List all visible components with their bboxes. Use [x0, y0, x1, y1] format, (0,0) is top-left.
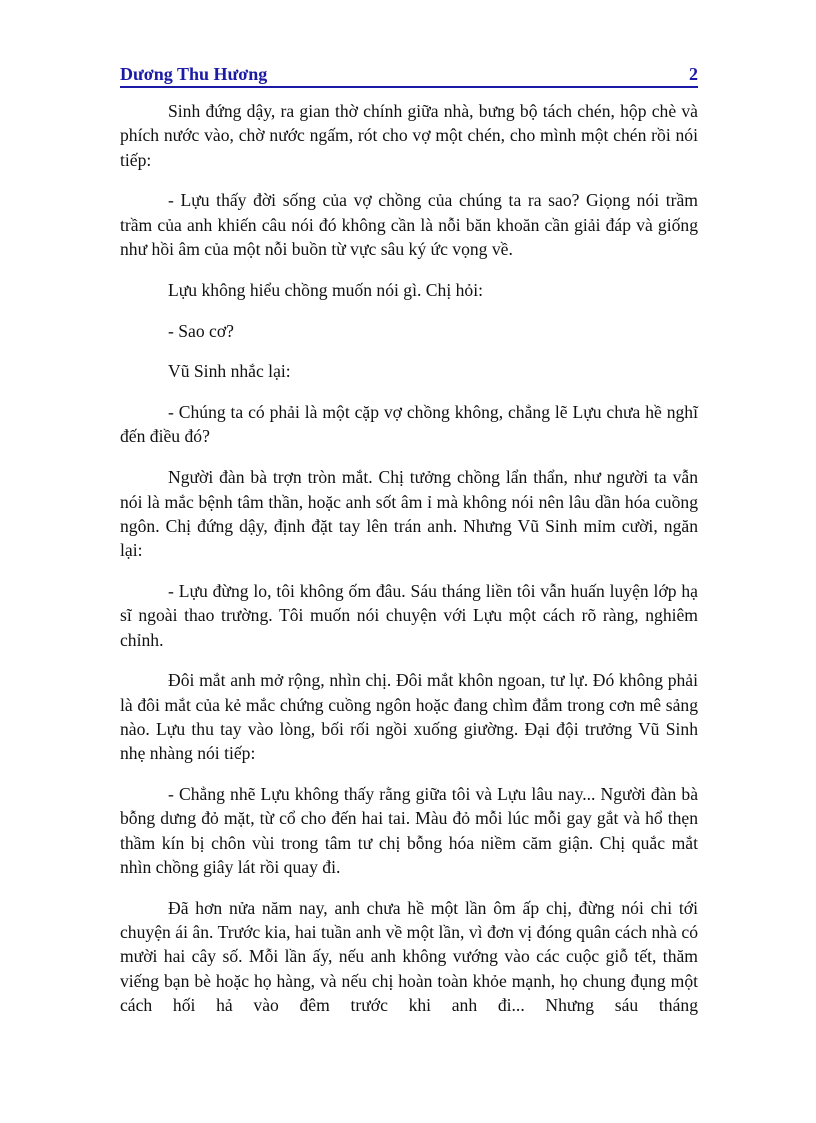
paragraph: - Sao cơ?	[168, 320, 234, 341]
paragraph: Sinh đứng dậy, ra gian thờ chính giữa nhà, bưng bộ tách chén, hộp chè và phích nước vào, chờ nước ngấm, rót cho vợ một chén, cho mình một chén rồi nói tiếp:	[120, 101, 698, 170]
paragraph: - Lựu thấy đời sống của vợ chồng của chúng ta ra sao? Giọng nói trầm trầm của anh khiến câu nói đó không cần là nỗi băn khoăn cần giải đáp và giống như hồi âm của một nỗi buồn từ vực sâu ký ức vọng về.	[120, 190, 698, 259]
paragraph: - Chúng ta có phải là một cặp vợ chồng không, chẳng lẽ Lựu chưa hề nghĩ đến điều đó?	[120, 402, 698, 447]
paragraph: Vũ Sinh nhắc lại:	[168, 361, 291, 382]
page-body	[120, 99, 698, 1017]
page-header	[120, 60, 698, 88]
paragraph: Lựu không hiểu chồng muốn nói gì. Chị hỏi:	[168, 279, 483, 300]
author-name: Dương Thu Hương	[120, 64, 268, 84]
page-number: 2	[689, 64, 698, 84]
paragraph: Đã hơn nửa năm nay, anh chưa hề một lần ôm ấp chị, đừng nói chi tới chuyện ái ân. Trước kia, hai tuần anh về một lần, vì đơn vị đóng quân cách nhà có mười hai cây số. Mỗi lần ấy, nếu anh không vướng vào các cuộc giỗ tết, thăm viếng bạn bè hoặc họ hàng, và nếu chị hoàn toàn khỏe mạnh, họ chung đụng một cách hối hả vào đêm trước khi anh đi... Nhưng sáu tháng	[120, 897, 698, 1015]
paragraph: - Lựu đừng lo, tôi không ốm đâu. Sáu tháng liền tôi vẫn huấn luyện lớp hạ sĩ ngoài thao trường. Tôi muốn nói chuyện với Lựu một cách rõ ràng, nghiêm chỉnh.	[120, 580, 698, 650]
paragraph: - Chẳng nhẽ Lựu không thấy rằng giữa tôi và Lựu lâu nay... Người đàn bà bỗng dưng đỏ mặt, từ cổ cho đến hai tai. Màu đỏ mỗi lúc mỗi gay gắt và hổ thẹn thầm kín bị chôn vùi trong tâm tư chị bỗng hóa niềm căm giận. Chị quắc mắt nhìn chồng giây lát rồi quay đi.	[120, 784, 698, 877]
paragraph: Đôi mắt anh mở rộng, nhìn chị. Đôi mắt khôn ngoan, tư lự. Đó không phải là đôi mắt của kẻ mắc chứng cuồng ngôn hoặc đang chìm đắm trong cơn mê sảng nào. Lựu thu tay vào lòng, bối rối ngồi xuống giường. Đại đội trưởng Vũ Sinh nhẹ nhàng nói tiếp:	[120, 670, 698, 764]
paragraph: Người đàn bà trợn tròn mắt. Chị tưởng chồng lẩn thẩn, như người ta vẫn nói là mắc bệnh tâm thần, hoặc anh sốt âm ỉ mà không nói nên lâu dần hóa cuồng ngôn. Chị đứng dậy, định đặt tay lên trán anh. Nhưng Vũ Sinh mỉm cười, ngăn lại:	[120, 467, 698, 561]
